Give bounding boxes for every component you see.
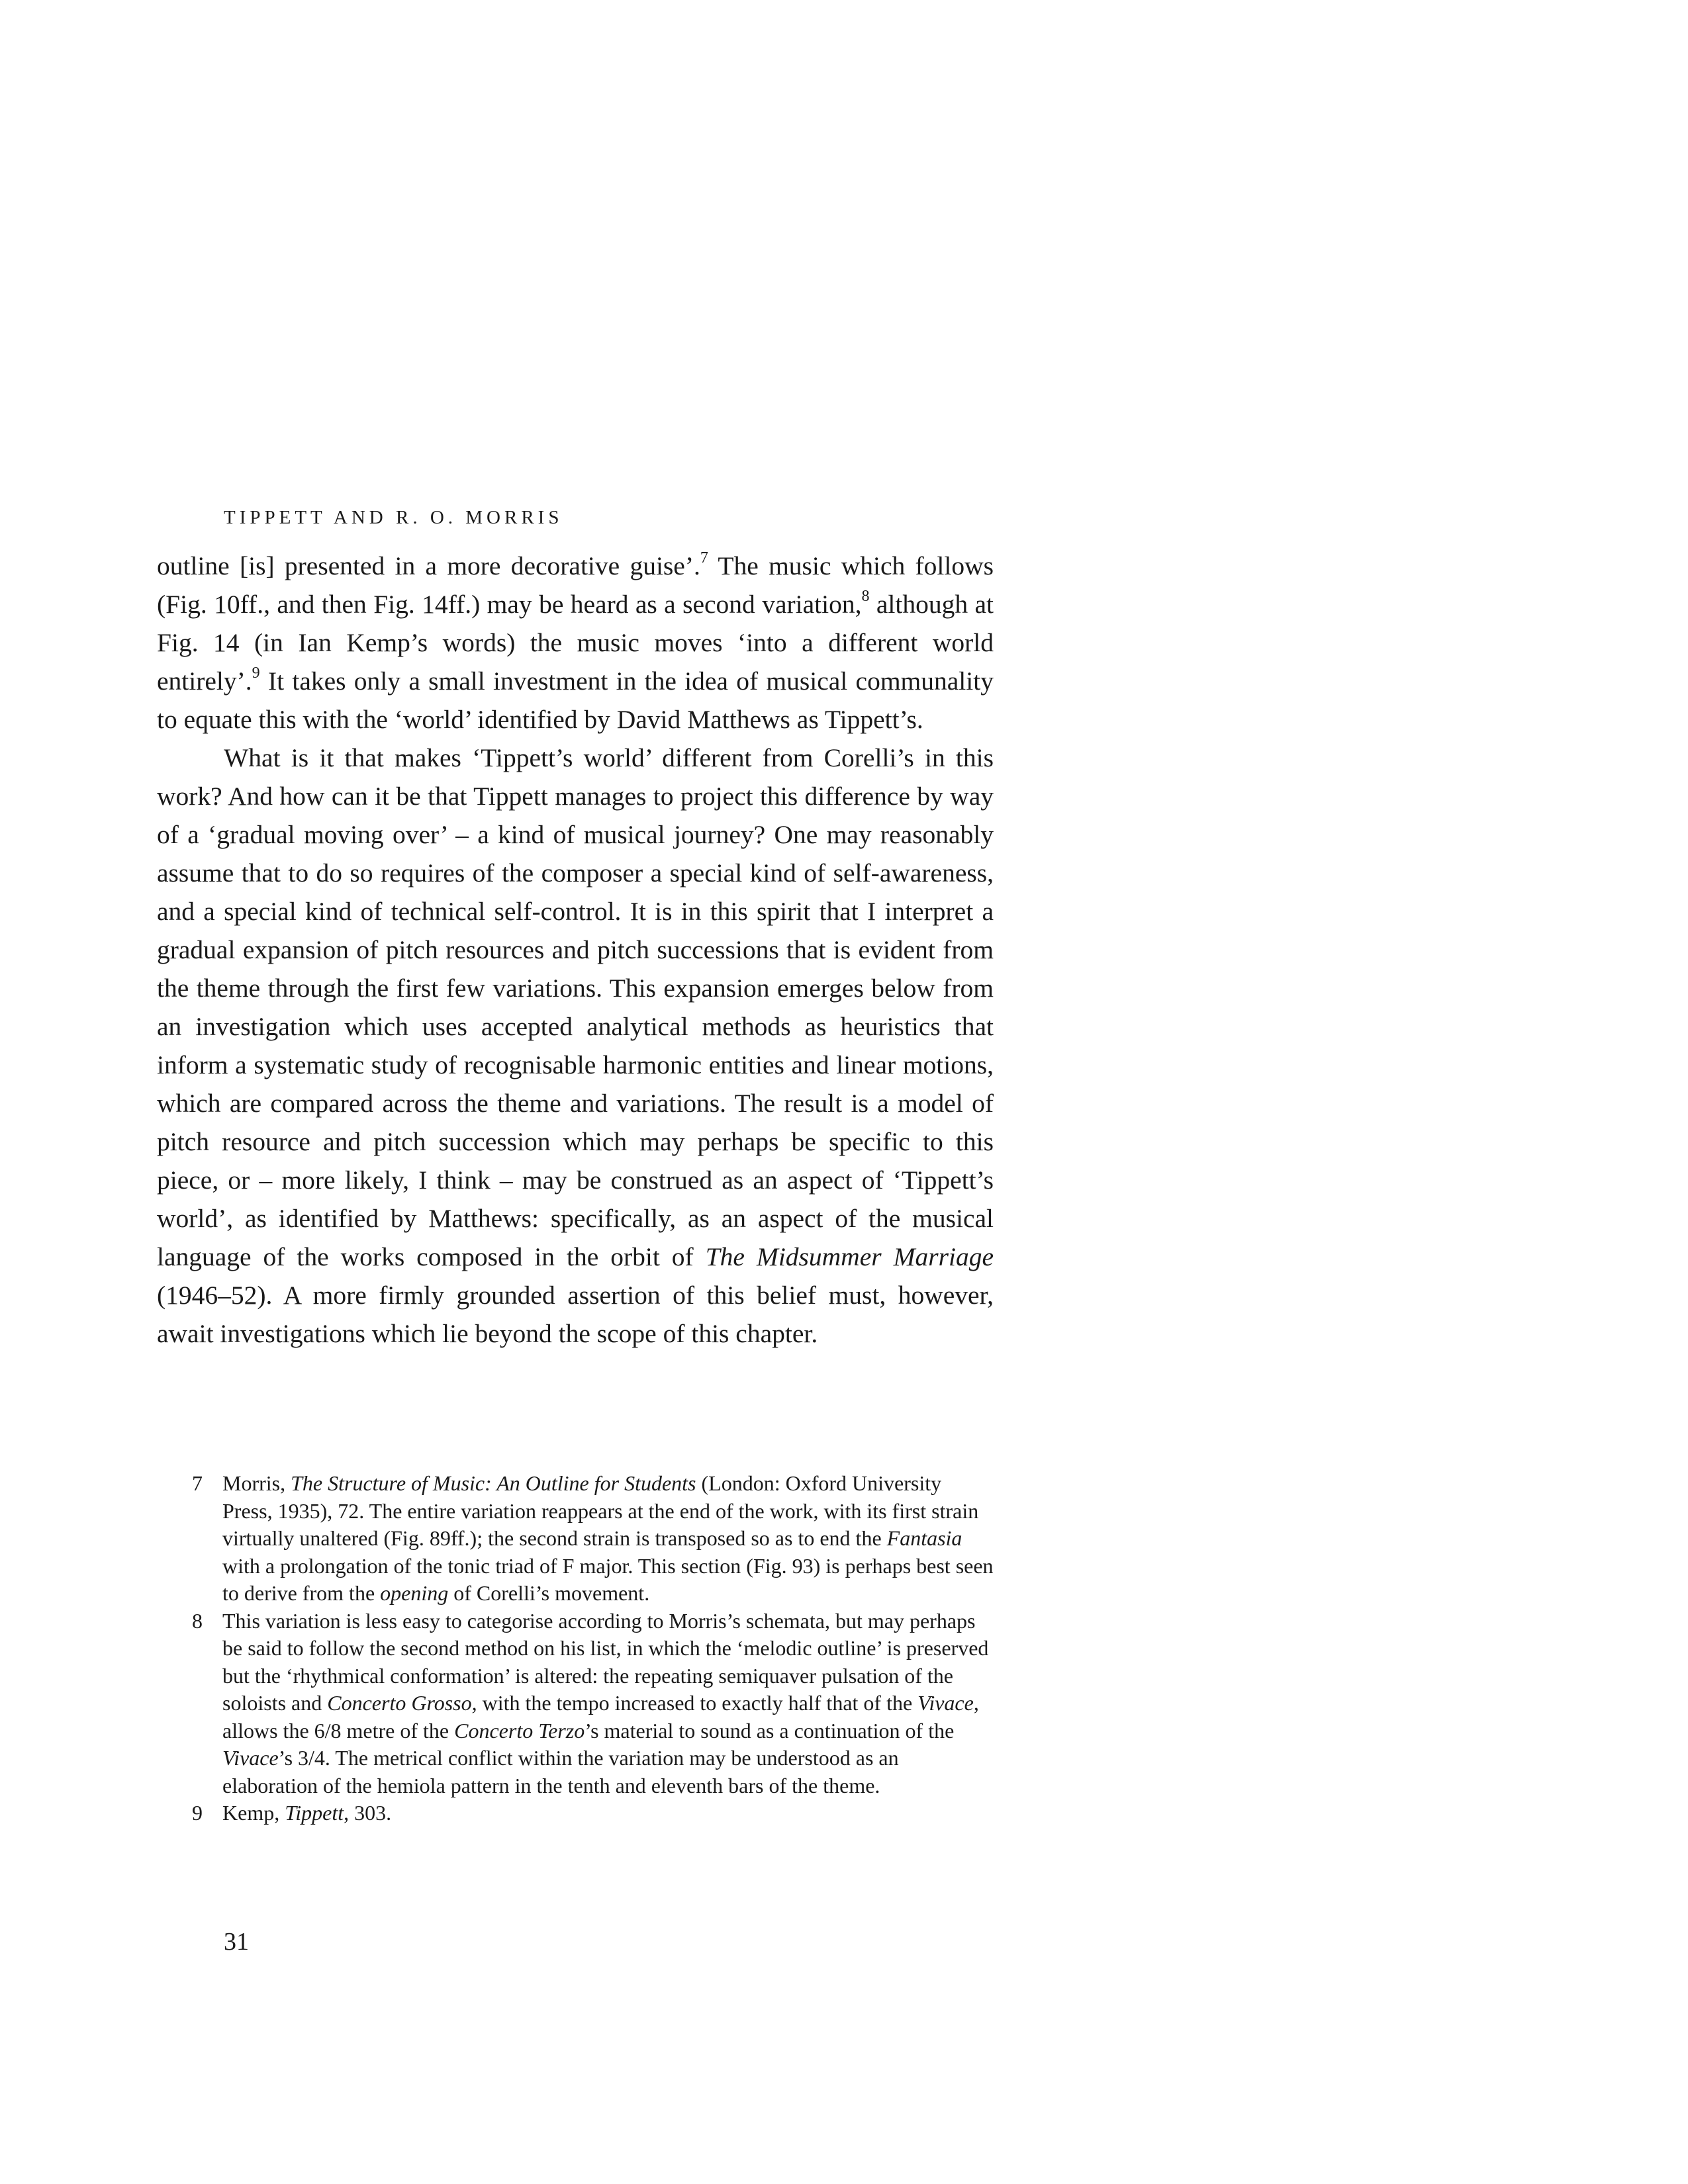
paragraph-1-text-b: The music which follows (Fig. 10ff., and then Fig. 14ff.) may be heard as a second variation,: [157, 551, 994, 619]
body-text: [157, 547, 994, 1353]
paragraph-1: [157, 547, 994, 739]
fn-seg: with a prolongation of the tonic triad of F major. This section (Fig. 93) is perhaps best seen to derive from the: [222, 1553, 994, 1605]
footnote-ref-7[interactable]: 7: [700, 549, 708, 567]
footnote-number: 9: [192, 1801, 203, 1825]
page-number: 31: [224, 1928, 249, 1956]
footnote-7: [192, 1470, 994, 1608]
paragraph-2: [157, 739, 994, 1353]
fn-seg: Kemp,: [222, 1801, 285, 1825]
fn-seg-italic: Tippett: [285, 1801, 344, 1825]
fn-seg-italic: Fantasia: [886, 1526, 962, 1550]
footnote-text: [222, 1799, 994, 1827]
fn-seg: , allows the 6/8 metre of the: [222, 1691, 979, 1743]
running-head: TIPPETT AND R. O. MORRIS: [224, 507, 563, 528]
paragraph-2-text-a: What is it that makes ‘Tippett’s world’ different from Corelli’s in this work? And how can it be that Tippett manages to project this difference by way of a ‘gradual moving over’ – a kind of musical journey? One may reasonably assume that to do so requires of the composer a special kind of self-awareness, and a special kind of technical self-control. It is in this spirit that I interpret a gradual expansion of pitch resources and pitch successions that is evident from the theme through the first few variations. This expansion emerges below from an investigation which uses accepted analytical methods as heuristics that inform a systematic study of recognisable harmonic entities and linear motions, which are compared across the theme and variations. The result is a model of pitch resource and pitch succession which may perhaps be specific to this piece, or – more likely, I think – may be construed as an aspect of ‘Tippett’s world’, as identified by Matthews: specifically, as an aspect of the musical language of the works composed in the orbit of: [157, 743, 994, 1271]
fn-seg: (London: Oxford University Press, 1935), 72. The entire variation reappears at the end of the work, with its first strain virtually unaltered (Fig. 89ff.); the second strain is transposed so as to end the: [222, 1471, 979, 1550]
footnote-9: [192, 1799, 994, 1827]
footnote-number: 7: [192, 1471, 203, 1495]
fn-seg: Morris,: [222, 1471, 291, 1495]
fn-seg: of Corelli’s movement.: [448, 1581, 650, 1605]
fn-seg-italic: The Structure of Music: An Outline for Students: [291, 1471, 696, 1495]
paragraph-2-text-b: (1946–52). A more firmly grounded assertion of this belief must, however, await investigations which lie beyond the scope of this chapter.: [157, 1281, 994, 1348]
paragraph-1-text-d: It takes only a small investment in the idea of musical communality to equate this with the ‘world’ identified by David Matthews as Tippett’s.: [157, 666, 994, 734]
fn-seg-italic: Vivace: [222, 1746, 279, 1770]
paragraph-1-text-c: although at Fig. 14 (in Ian Kemp’s words) the music moves ‘into a different world entirely’.: [157, 590, 994, 696]
fn-seg: This variation is less easy to categorise according to Morris’s schemata, but may perhaps be said to follow the second method on his list, in which the ‘melodic outline’ is preserved but the ‘rhythmical conformation’ is altered: the repeating semiquaver pulsation of the soloists and: [222, 1608, 989, 1715]
fn-seg: ’s material to sound as a continuation of the: [585, 1718, 955, 1743]
footnote-text: [222, 1470, 994, 1608]
footnote-text: [222, 1608, 994, 1800]
fn-seg-italic: Vivace: [917, 1691, 974, 1715]
fn-seg: , 303.: [344, 1801, 392, 1825]
fn-seg: with the tempo increased to exactly half that of the: [477, 1691, 918, 1715]
paragraph-1-text-a: outline [is] presented in a more decorative guise’.: [157, 551, 700, 580]
footnotes: [192, 1470, 994, 1827]
fn-seg-italic: Concerto Terzo: [454, 1718, 585, 1743]
fn-seg: ’s 3/4. The metrical conflict within the variation may be understood as an elaboration of the hemiola pattern in the tenth and eleventh bars of the theme.: [222, 1746, 899, 1797]
work-title: The Midsummer Marriage: [705, 1242, 994, 1271]
fn-seg-italic: opening: [380, 1581, 449, 1605]
fn-seg-italic: Concerto Grosso,: [327, 1691, 477, 1715]
footnote-ref-9[interactable]: 9: [252, 664, 260, 682]
footnote-number: 8: [192, 1608, 203, 1633]
footnote-ref-8[interactable]: 8: [861, 587, 870, 605]
footnote-8: [192, 1608, 994, 1800]
